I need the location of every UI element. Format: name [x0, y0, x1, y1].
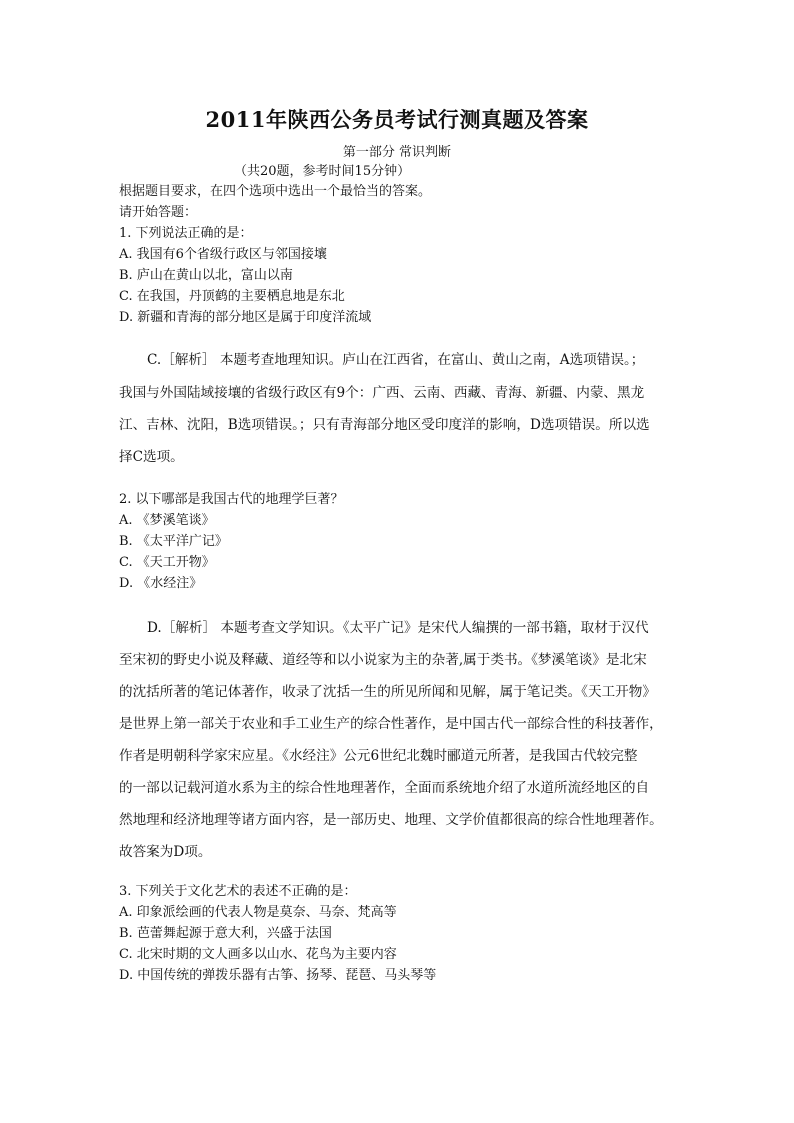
document-title: 2011年陕西公务员考试行测真题及答案: [205, 107, 589, 132]
analysis-line: 至宋初的野史小说及释藏、道经等和以小说家为主的杂著,属于类书。《梦溪笔谈》是北宋: [119, 652, 647, 668]
analysis-line: C.［解析］ 本题考查地理知识。庐山在江西省，在富山、黄山之南，A选项错误。；: [147, 352, 645, 368]
analysis-line: 是世界上第一部关于农业和手工业生产的综合性著作，是中国古代一部综合性的科技著作，: [119, 716, 663, 732]
instruction-line: 根据题目要求，在四个选项中选出一个最恰当的答案。: [119, 184, 432, 199]
analysis-line: 我国与外国陆域接壤的省级行政区有9个：广西、云南、西藏、青海、新疆、内蒙、黑龙: [119, 385, 645, 401]
analysis-line: 然地理和经济地理等诸方面内容，是一部历史、地理、文学价值都很高的综合性地理著作。: [119, 812, 663, 828]
question-stem: 1. 下列说法正确的是：: [119, 226, 253, 241]
question-option: B. 庐山在黄山以北，富山以南: [119, 268, 293, 283]
question-stem: 2. 以下哪部是我国古代的地理学巨著？: [119, 492, 344, 507]
question-option: B. 《太平洋广记》: [119, 534, 228, 549]
analysis-line: 的一部以记载河道水系为主的综合性地理著作，全面而系统地介绍了水道所流经地区的自: [119, 780, 650, 796]
analysis-line: D.［解析］ 本题考查文学知识。《太平广记》是宋代人编撰的一部书籍，取材于汉代: [147, 620, 649, 636]
analysis-line: 故答案为D项。: [119, 844, 212, 860]
question-option: D. 中国传统的弹拨乐器有古筝、扬琴、琵琶、马头琴等: [119, 968, 437, 983]
question-stem: 3. 下列关于文化艺术的表述不正确的是：: [119, 884, 357, 899]
analysis-line: 的沈括所著的笔记体著作，收录了沈括一生的所见所闻和见解，属于笔记类。《天工开物》: [119, 684, 656, 700]
question-option: D. 新疆和青海的部分地区是属于印度洋流域: [119, 310, 372, 325]
question-option: A. 印象派绘画的代表人物是莫奈、马奈、梵高等: [119, 905, 397, 920]
question-option: D. 《水经注》: [119, 576, 203, 591]
analysis-line: 择C选项。: [119, 449, 184, 465]
question-option: B. 芭蕾舞起源于意大利，兴盛于法国: [119, 926, 332, 941]
analysis-line: 作者是明朝科学家宋应星。《水经注》公元6世纪北魏时郦道元所著，是我国古代较完整: [119, 748, 638, 764]
question-option: C. 《天工开物》: [119, 555, 215, 570]
instruction-line: 请开始答题：: [119, 205, 198, 220]
question-option: C. 北宋时期的文人画多以山水、花鸟为主要内容: [119, 947, 397, 962]
question-option: C. 在我国，丹顶鹤的主要栖息地是东北: [119, 289, 345, 304]
question-option: A. 我国有6个省级行政区与邻国接壤: [119, 247, 327, 262]
section-note: （共20题，参考时间15分钟）: [234, 164, 411, 179]
section-heading: 第一部分 常识判断: [342, 145, 452, 160]
analysis-line: 江、吉林、沈阳，B选项错误。；只有青海部分地区受印度洋的影响，D选项错误。所以选: [119, 417, 650, 433]
question-option: A. 《梦溪笔谈》: [119, 513, 215, 528]
